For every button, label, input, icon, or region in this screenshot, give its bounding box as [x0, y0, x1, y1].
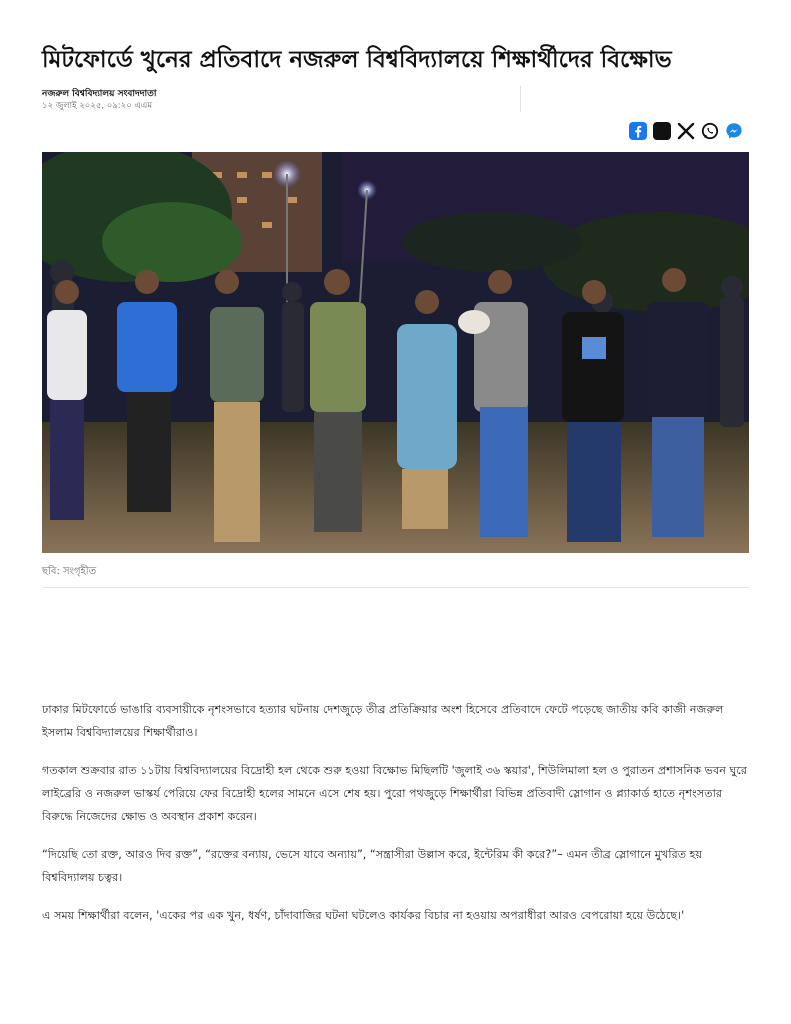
byline	[42, 88, 156, 112]
messenger-icon[interactable]	[725, 122, 743, 140]
whatsapp-icon[interactable]	[701, 122, 719, 140]
divider	[520, 86, 521, 112]
author-name[interactable]: নজরুল বিশ্ববিদ্যালয় সংবাদদাতা	[42, 89, 157, 99]
article-photo	[42, 152, 749, 553]
article-body	[42, 698, 752, 942]
article-headline: মিটফোর্ডে খুনের প্রতিবাদে নজরুল বিশ্ববিদ্যালয়ে শিক্ষার্থীদের বিক্ষোভ	[42, 47, 672, 73]
paragraph: গতকাল শুক্রবার রাত ১১টায় বিশ্ববিদ্যালয়ের বিদ্রোহী হল থেকে শুরু হওয়া বিক্ষোভ মিছিলটি 'জুলাই ৩৬ স্কয়ার', শিউলিমালা হল ও পুরাতন প্রশাসনিক ভবন ঘুরে লাইব্রেরি ও নজরুল ভাস্কর্য পেরিয়ে ফের বিদ্রোহী হলের সামনে এসে শেষ হয়। পুরো পথজুড়ে শিক্ষার্থীরা বিভিন্ন প্রতিবাদী স্লোগান ও প্ল্যাকার্ড হাতে নৃশংসতার বিরুদ্ধে নিজেদের ক্ষোভ ও অবস্থান প্রকাশ করেন।	[42, 764, 748, 823]
divider	[42, 587, 749, 588]
instagram-icon[interactable]	[653, 122, 671, 140]
share-bar	[629, 122, 743, 140]
paragraph: ঢাকার মিটফোর্ডে ভাঙারি ব্যবসায়ীকে নৃশংসভাবে হত্যার ঘটনায় দেশজুড়ে তীব্র প্রতিক্রিয়ার অংশ হিসেবে প্রতিবাদে ফেটে পড়েছে জাতীয় কবি কাজী নজরুল ইসলাম বিশ্ববিদ্যালয়ের শিক্ষার্থীরাও।	[42, 703, 724, 739]
paragraph: “দিয়েছি তো রক্ত, আরও দিব রক্ত”, “রক্তের বন্যায়, ভেসে যাবে অন্যায়”, “সন্ত্রাসীরা উল্লাস করে, ইন্টেরিম কী করে?”– এমন তীব্র স্লোগানে মুখরিত হয় বিশ্ববিদ্যালয় চত্বর।	[42, 848, 703, 884]
publish-date: ১২ জুলাই ২০২৫, ০৯:২০ এএম	[42, 101, 153, 111]
paragraph: এ সময় শিক্ষার্থীরা বলেন, 'একের পর এক খুন, ধর্ষণ, চাঁদাবাজির ঘটনা ঘটলেও কার্যকর বিচার না হওয়ায় অপরাধীরা আরও বেপরোয়া হয়ে উঠেছে।'	[42, 909, 685, 922]
facebook-icon[interactable]	[629, 122, 647, 140]
x-icon[interactable]	[677, 122, 695, 140]
image-caption: ছবি: সংগৃহীত	[42, 566, 97, 577]
